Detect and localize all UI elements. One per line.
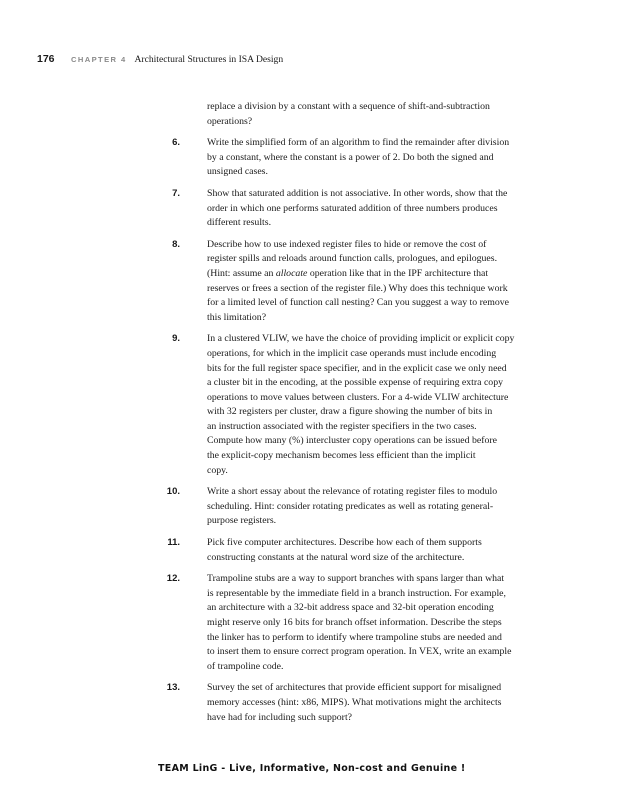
- text-line: this limitation?: [207, 311, 267, 323]
- text-line: operations, for which in the implicit case operands must include encoding: [207, 347, 497, 359]
- text-line: register spills and reloads around function calls, prologues, and epilogues.: [207, 253, 498, 265]
- exercise-number: 6.: [172, 137, 180, 149]
- text-line: purpose registers.: [207, 515, 277, 527]
- text-line: copy.: [207, 464, 228, 476]
- exercise-6: [0, 136, 635, 180]
- exercise-10: [0, 485, 635, 529]
- text-line: scheduling. Hint: consider rotating predicates as well as rotating general-: [207, 500, 494, 512]
- exercise-text: [207, 485, 587, 529]
- exercise-13: [0, 681, 635, 725]
- text-line: the linker has to perform to identify where trampoline stubs are needed and: [207, 631, 502, 643]
- text-line: Survey the set of architectures that provide efficient support for misaligned: [207, 682, 502, 694]
- text-line: operations?: [207, 115, 253, 127]
- text-line: for a limited level of function call nesting? Can you suggest a way to remove: [207, 297, 509, 309]
- exercise-text: [207, 136, 587, 180]
- chapter-label: CHAPTER 4: [70, 55, 127, 64]
- text-line: to insert them to ensure correct program operation. In VEX, write an example: [207, 646, 512, 658]
- exercise-text: [207, 536, 587, 565]
- text-line: might reserve only 16 bits for branch offset information. Describe the steps: [207, 617, 502, 628]
- text-line: an instruction associated with the register specifiers in the two cases.: [207, 420, 477, 432]
- text-line: of trampoline code.: [207, 660, 284, 672]
- text-line: reserves or frees a section of the register file.) Why does this technique work: [207, 282, 508, 294]
- text-line: replace a division by a constant with a sequence of shift-and-subtraction: [207, 101, 490, 112]
- exercise-number: 13.: [166, 682, 180, 694]
- exercise-number: 9.: [172, 333, 180, 345]
- exercise-number: 8.: [172, 238, 180, 250]
- text-line: order in which one performs saturated addition of three numbers produces: [207, 202, 498, 214]
- exercise-7: [0, 187, 635, 231]
- exercise-text: [207, 187, 587, 231]
- text-line: Describe how to use indexed register files to hide or remove the cost of: [207, 238, 487, 250]
- text-line: with 32 registers per cluster, draw a figure showing the number of bits in: [207, 406, 493, 418]
- text-line: Pick five computer architectures. Describe how each of them supports: [207, 537, 482, 549]
- exercise-number: 12.: [166, 573, 180, 585]
- text-line: constructing constants at the natural word size of the architecture.: [207, 551, 465, 563]
- text-line: memory accesses (hint: x86, MIPS). What motivations might the architects: [207, 696, 502, 708]
- page-number: 176: [37, 53, 55, 65]
- exercise-text: [207, 100, 587, 129]
- text-line: have had for including such support?: [207, 711, 353, 723]
- text-line: Trampoline stubs are a way to support branches with spans larger than what: [207, 573, 505, 585]
- exercise-list: [0, 100, 635, 732]
- text-line: Write a short essay about the relevance of rotating register files to modulo: [207, 486, 498, 498]
- text-line: different results.: [207, 217, 272, 229]
- exercise-number: 11.: [167, 537, 180, 549]
- exercise-8: [0, 238, 635, 326]
- exercise-11: [0, 536, 635, 565]
- footer-watermark: TEAM LinG - Live, Informative, Non-cost and Genuine !: [158, 763, 466, 774]
- text-line: [207, 267, 587, 282]
- text-line: a cluster bit in the encoding, at the possible expense of requiring extra copy: [207, 377, 503, 389]
- text-line: by a constant, where the constant is a power of 2. Do both the signed and: [207, 151, 494, 163]
- text-line: an architecture with a 32-bit address space and 32-bit operation encoding: [207, 602, 494, 614]
- text-line: operations to move values between clusters. For a 4-wide VLIW architecture: [207, 391, 509, 403]
- running-header: [37, 53, 597, 66]
- text-line: Compute how many (%) intercluster copy operations can be issued before: [207, 435, 498, 447]
- text-fragment: (Hint: assume an: [207, 267, 276, 279]
- text-line: Show that saturated addition is not associative. In other words, show that the: [207, 187, 508, 199]
- exercise-continuation: [0, 100, 635, 129]
- italic-term: allocate: [275, 267, 308, 279]
- exercise-text: [207, 572, 587, 674]
- text-line: unsigned cases.: [207, 166, 268, 178]
- chapter-title: Architectural Structures in ISA Design: [134, 54, 284, 65]
- exercise-text: [207, 681, 587, 725]
- text-fragment: operation like that in the IPF architecture that: [307, 267, 489, 279]
- exercise-12: [0, 572, 635, 674]
- text-line: the explicit-copy mechanism becomes less efficient than the implicit: [207, 450, 476, 462]
- text-line: Write the simplified form of an algorithm to find the remainder after division: [207, 137, 510, 149]
- exercise-number: 7.: [172, 187, 180, 199]
- text-line: is representable by the immediate field in a branch instruction. For example,: [207, 587, 506, 599]
- exercise-9: [0, 332, 635, 478]
- exercise-text: [207, 238, 587, 326]
- exercise-text: [207, 332, 587, 478]
- exercise-number: 10.: [166, 486, 180, 498]
- text-line: In a clustered VLIW, we have the choice of providing implicit or explicit copy: [207, 333, 515, 345]
- text-line: bits for the full register space specifier, and in the explicit case we only need: [207, 362, 507, 374]
